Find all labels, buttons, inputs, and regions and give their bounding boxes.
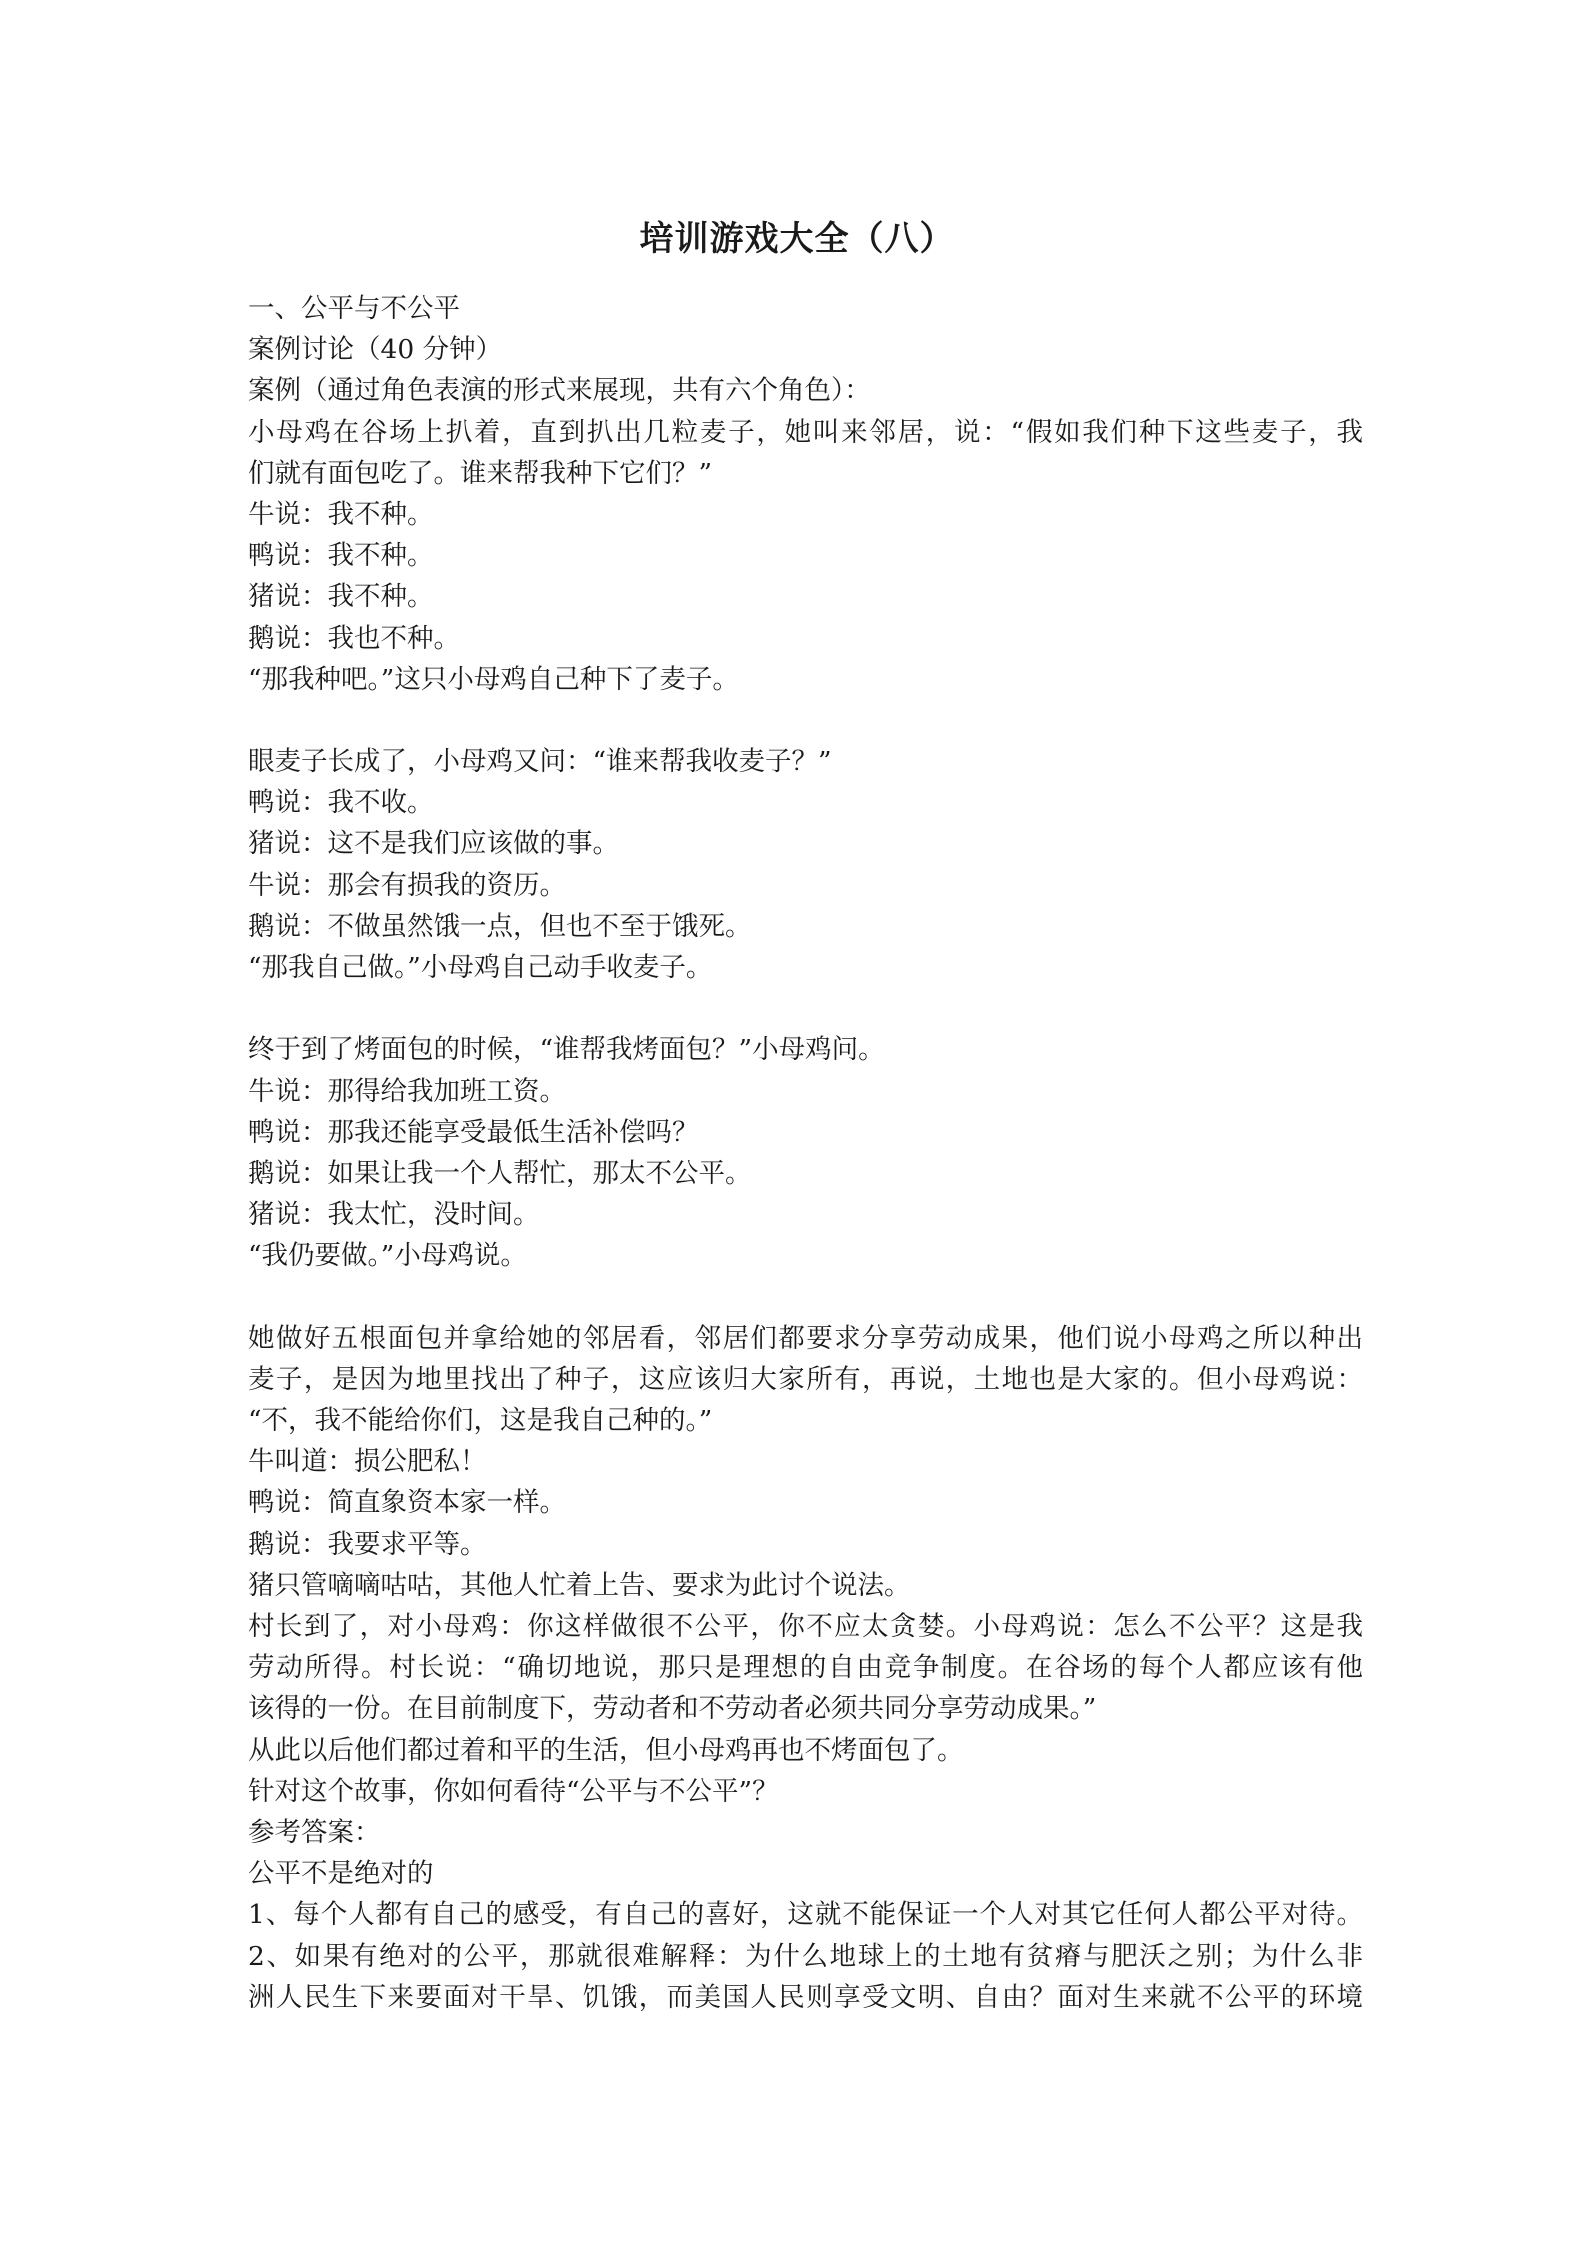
paragraph-line: 眼麦子长成了，小母鸡又问：“谁来帮我收麦子？”: [248, 746, 832, 778]
paragraph-line: 一、公平与不公平: [248, 293, 460, 324]
paragraph-line: 鸭说：我不收。: [248, 787, 434, 819]
paragraph-line: 参考答案：: [248, 1816, 381, 1848]
paragraph-line: 牛叫道：损公肥私！: [248, 1446, 487, 1478]
paragraph-line: 从此以后他们都过着和平的生活，但小母鸡再也不烤面包了。: [248, 1734, 964, 1766]
paragraph-line: 鹅说：不做虽然饿一点，但也不至于饿死。: [248, 910, 752, 942]
paragraph-line: 2、如果有绝对的公平，那就很难解释：为什么地球上的土地有贫瘠与肥沃之别；为什么非: [248, 1940, 1363, 1972]
paragraph-line: 牛说：那会有损我的资历。: [248, 869, 566, 901]
paragraph-line: 猪说：我太忙，没时间。: [248, 1199, 540, 1231]
paragraph-line: 鹅说：我要求平等。: [248, 1528, 487, 1560]
paragraph-line: 麦子，是因为地里找出了种子，这应该归大家所有，再说，土地也是大家的。但小母鸡说：: [248, 1363, 1363, 1395]
paragraph-line: 该得的一份。在目前制度下，劳动者和不劳动者必须共同分享劳动成果。”: [248, 1693, 1097, 1725]
paragraph-line: “那我种吧。”这只小母鸡自己种下了麦子。: [248, 663, 739, 695]
paragraph-line: 牛说：那得给我加班工资。: [248, 1075, 566, 1107]
paragraph-line: “那我自己做。”小母鸡自己动手收麦子。: [248, 952, 713, 983]
paragraph-line: 鹅说：如果让我一个人帮忙，那太不公平。: [248, 1157, 752, 1189]
paragraph-line: 她做好五根面包并拿给她的邻居看，邻居们都要求分享劳动成果，他们说小母鸡之所以种出: [248, 1322, 1363, 1354]
blank-line: [248, 1277, 1363, 1318]
document-title: 培训游戏大全（八）: [639, 219, 955, 259]
paragraph-line: 猪只管嘀嘀咕咕，其他人忙着上告、要求为此讨个说法。: [248, 1569, 911, 1601]
paragraph-line: 洲人民生下来要面对干旱、饥饿，而美国人民则享受文明、自由？面对生来就不公平的环境: [248, 1981, 1363, 2013]
paragraph-line: 鸭说：简直象资本家一样。: [248, 1487, 566, 1519]
paragraph-line: 鹅说：我也不种。: [248, 622, 460, 654]
paragraph-line: 鸭说：我不种。: [248, 540, 434, 572]
paragraph-line: 们就有面包吃了。谁来帮我种下它们？”: [248, 457, 713, 489]
paragraph-line: 村长到了，对小母鸡：你这样做很不公平，你不应太贪婪。小母鸡说：怎么不公平？这是我: [248, 1611, 1363, 1642]
paragraph-line: 终于到了烤面包的时候，“谁帮我烤面包？”小母鸡问。: [248, 1034, 885, 1066]
blank-line: [248, 988, 1363, 1029]
blank-line: [248, 700, 1363, 741]
paragraph-line: “不，我不能给你们，这是我自己种的。”: [248, 1405, 713, 1437]
paragraph-line: 鸭说：那我还能享受最低生活补偿吗？: [248, 1116, 699, 1148]
paragraph-line: 小母鸡在谷场上扒着，直到扒出几粒麦子，她叫来邻居，说：“假如我们种下这些麦子，我: [248, 416, 1363, 448]
paragraph-line: 猪说：我不种。: [248, 581, 434, 613]
paragraph-line: 1、每个人都有自己的感受，有自己的喜好，这就不能保证一个人对其它任何人都公平对待。: [248, 1899, 1363, 1931]
paragraph-line: 公平不是绝对的: [248, 1858, 434, 1890]
paragraph-line: 牛说：我不种。: [248, 498, 434, 530]
paragraph-line: 猪说：这不是我们应该做的事。: [248, 828, 619, 860]
paragraph-line: 劳动所得。村长说：“确切地说，那只是理想的自由竞争制度。在谷场的每个人都应该有他: [248, 1652, 1363, 1684]
paragraph-line: 案例（通过角色表演的形式来展现，共有六个角色）：: [248, 375, 871, 407]
paragraph-line: 针对这个故事，你如何看待“公平与不公平”？: [248, 1775, 779, 1807]
document-body: [248, 288, 1363, 2018]
paragraph-line: “我仍要做。”小母鸡说。: [248, 1240, 527, 1272]
paragraph-line: 案例讨论（40 分钟）: [248, 334, 503, 366]
